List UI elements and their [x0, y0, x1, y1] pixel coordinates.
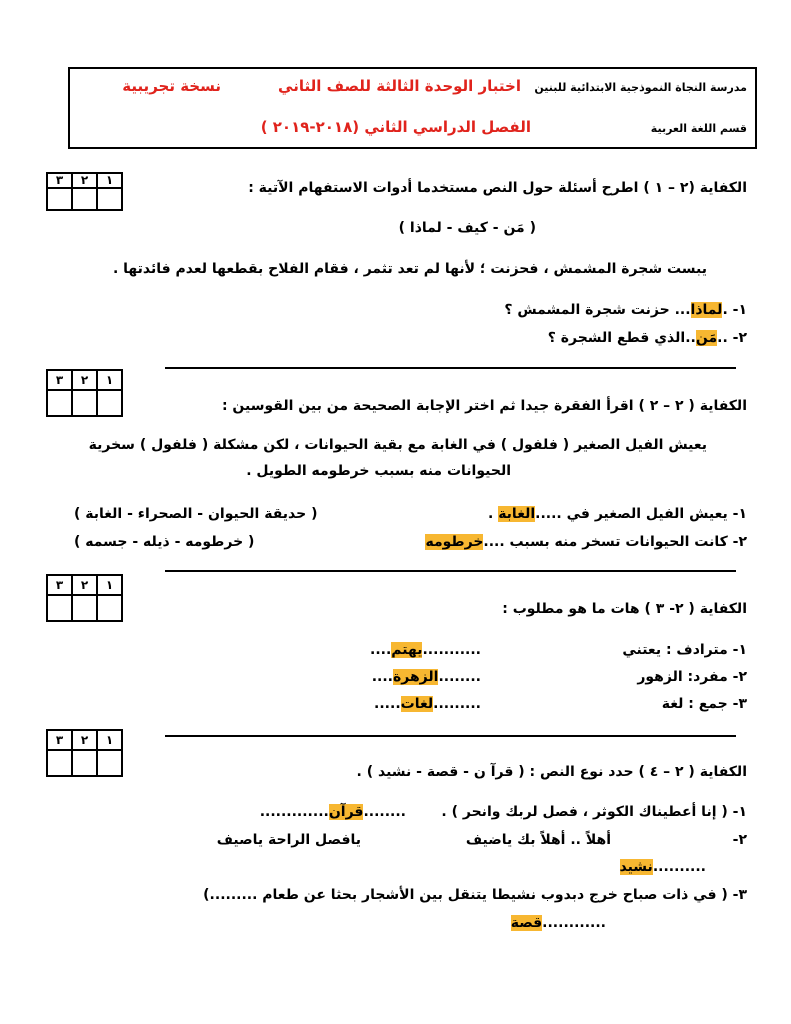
- school-name: مدرسة النجاة النموذجية الابتدائية للبنين: [534, 81, 747, 94]
- question-number: ٢- ..: [717, 330, 747, 346]
- question-text: ... حزنت شجرة المشمش ؟: [504, 302, 691, 318]
- s2-options-2: ( خرطومه - ذيله - جسمه ): [74, 534, 255, 550]
- score-cell: ١: [97, 370, 122, 390]
- s4-answer-2: [620, 859, 707, 875]
- answer-highlight: لغات: [400, 696, 434, 712]
- s3-answer-3: [374, 696, 481, 712]
- score-cell: [72, 390, 97, 416]
- blank-dots: .............: [259, 804, 329, 820]
- section-divider: [165, 570, 736, 572]
- score-box-2: [46, 369, 123, 417]
- s3-question-3: ٣- جمع : لغة: [661, 696, 747, 712]
- question-text: ٢- كانت الحيوانات تسخر منه بسبب ....: [483, 534, 747, 550]
- answer-highlight: مَن: [695, 330, 718, 346]
- blank-dots: ........: [363, 804, 406, 820]
- department-name: قسم اللغة العربية: [650, 122, 747, 135]
- blank-dots: ............: [542, 915, 606, 931]
- term-label: الفصل الدراسي الثاني (٢٠١٨-٢٠١٩ ): [260, 118, 531, 136]
- s1-question-1: [504, 302, 747, 318]
- blank-dots: .........: [433, 696, 481, 712]
- blank-dots: ........: [438, 669, 481, 685]
- score-cell: [47, 390, 72, 416]
- answer-highlight: لماذا: [690, 302, 723, 318]
- s4-question-3: ٣- ( في ذات صباح خرج دبدوب نشيطا يتنقل بين الأشجار بحثا عن طعام .........): [203, 887, 747, 903]
- answer-highlight: قرآن: [328, 804, 364, 820]
- score-cell: [97, 595, 122, 621]
- section-divider: [165, 367, 736, 369]
- answer-highlight: الغابة: [498, 506, 536, 522]
- s4-question-1: ١- ( إنا أعطيناك الكوثر ، فصل لربك وانحر ) .: [441, 804, 747, 820]
- score-cell: [47, 595, 72, 621]
- score-cell: [72, 188, 97, 210]
- score-cell: [97, 390, 122, 416]
- s3-answer-2: [372, 669, 481, 685]
- s4-question-2-label: ٢-: [732, 832, 747, 848]
- score-box-3: [46, 574, 123, 622]
- score-cell: ٢: [72, 370, 97, 390]
- section-divider: [165, 735, 736, 737]
- passage-1: يبست شجرة المشمش ، فحزنت ؛ لأنها لم تعد تثمر ، فقام الفلاح بقطعها لعدم فائدتها .: [112, 261, 707, 277]
- question-text: ..الذي قطع الشجرة ؟: [547, 330, 696, 346]
- answer-highlight: يهتم: [391, 642, 423, 658]
- score-cell: [97, 750, 122, 776]
- s4-answer-3: [511, 915, 606, 931]
- score-cell: ١: [97, 730, 122, 750]
- poem-verse-2: يافصل الراحة ياصيف: [216, 832, 361, 848]
- score-cell: [47, 750, 72, 776]
- score-cell: ١: [97, 173, 122, 188]
- blank-dots: ....: [371, 669, 393, 685]
- score-cell: [72, 750, 97, 776]
- score-cell: ٣: [47, 173, 72, 188]
- answer-highlight: قصة: [510, 915, 543, 931]
- s3-answer-1: [370, 642, 481, 658]
- score-cell: ٢: [72, 173, 97, 188]
- score-cell: ٣: [47, 575, 72, 595]
- s4-answer-1: [260, 804, 406, 820]
- section1-heading: الكفاية (٢ – ١ ) اطرح أسئلة حول النص مستخدما أدوات الاستفهام الآتية :: [248, 180, 747, 196]
- blank-dots: ..........: [652, 859, 706, 875]
- blank-dots: .....: [374, 696, 401, 712]
- s3-question-1: ١- مترادف : يعتني: [622, 642, 747, 658]
- blank-dots: ...........: [422, 642, 481, 658]
- score-cell: ١: [97, 575, 122, 595]
- score-cell: ٣: [47, 730, 72, 750]
- score-cell: [72, 595, 97, 621]
- s2-options-1: ( حديقة الحيوان - الصحراء - الغابة ): [74, 506, 318, 522]
- exam-title: اختبار الوحدة الثالثة للصف الثاني: [278, 77, 521, 95]
- score-box-1: [46, 172, 123, 211]
- score-box-4: [46, 729, 123, 777]
- answer-highlight: خرطومه: [425, 534, 484, 550]
- poem-verse-1: أهلاً .. أهلاً بك ياضيف: [465, 832, 611, 848]
- s2-question-2: [425, 534, 747, 550]
- s1-question-2: [548, 330, 747, 346]
- answer-highlight: الزهرة: [393, 669, 439, 685]
- blank-dots: ....: [370, 642, 392, 658]
- question-text: .: [487, 506, 499, 522]
- score-cell: ٢: [72, 730, 97, 750]
- score-cell: ٢: [72, 575, 97, 595]
- version-label: نسخة تجريبية: [122, 77, 221, 95]
- passage-2-line1: يعيش الفيل الصغير ( فلفول ) في الغابة مع بقية الحيوانات ، لكن مشكلة ( فلفول ) سخرية: [88, 437, 707, 453]
- question-tools: ( مَن - كيف - لماذا ): [398, 220, 536, 236]
- question-number: ١- .: [722, 302, 747, 318]
- question-text: ١- يعيش الفيل الصغير في .....: [535, 506, 747, 522]
- passage-2-line2: الحيوانات منه بسبب خرطومه الطويل .: [246, 463, 511, 479]
- s2-question-1: [488, 506, 747, 522]
- section3-heading: الكفاية ( ٢- ٣ ) هات ما هو مطلوب :: [502, 601, 747, 617]
- section2-heading: الكفاية ( ٢ – ٢ ) اقرأ الفقرة جيدا ثم اختر الإجابة الصحيحة من بين القوسين :: [221, 398, 747, 414]
- score-cell: [47, 188, 72, 210]
- score-cell: [97, 188, 122, 210]
- s3-question-2: ٢- مفرد: الزهور: [637, 669, 747, 685]
- answer-highlight: نشيد: [619, 859, 653, 875]
- section4-heading: الكفاية ( ٢ – ٤ ) حدد نوع النص : ( قرآ ن - قصة - نشيد ) .: [356, 764, 747, 780]
- score-cell: ٣: [47, 370, 72, 390]
